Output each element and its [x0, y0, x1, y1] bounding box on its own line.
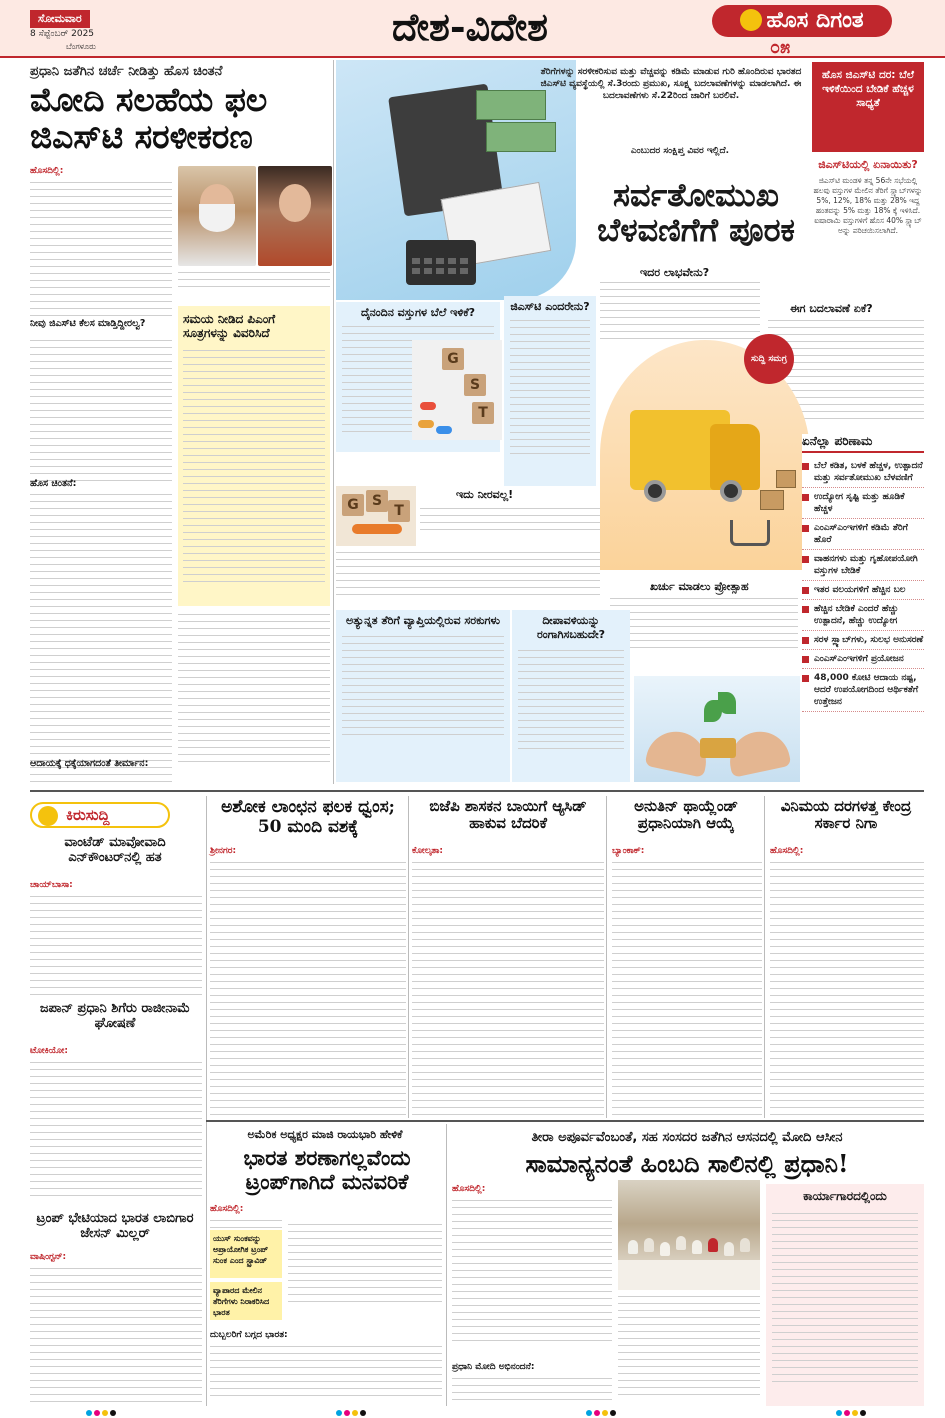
pointing-hand-icon: [38, 806, 58, 826]
us-envoy-body-c: [210, 1346, 442, 1402]
acid-dateline: ಕೋಲ್ಕತಾ:: [412, 846, 443, 856]
acid-title: ಬಿಜೆಪಿ ಶಾಸಕನ ಬಾಯಿಗೆ ಆ್ಯಸಿಡ್ ಹಾಕುವ ಬೆದರಿಕೆ: [429, 797, 587, 833]
thai-dateline: ಬ್ಯಾಂಕಾಕ್:: [612, 846, 645, 856]
ashoka-body: [210, 862, 406, 1128]
us-envoy-dateline: ಹೊಸದಿಲ್ಲಿ:: [210, 1204, 244, 1214]
kiru-sudi-text: ಕಿರುಸುದ್ದಿ: [66, 806, 110, 824]
gst-side-box-title: ಹೊಸ ಜಿಎಸ್‌ಟಿ ದರ: ಬೆಲೆ ಇಳಿಕೆಯಿಂದ ಬೇಡಿಕೆ ಹೆಚ್ಚಳ ಸಾಧ್ಯತೆ: [822, 69, 914, 109]
kiru-sudi-label: [30, 802, 190, 828]
effect-item: ಬೆಲೆ ಕಡಿತ, ಬಳಕೆ ಹೆಚ್ಚಳ, ಉತ್ಪಾದನೆ ಮತ್ತು ಸರ್ವತೋಮುಖ ಬೆಳವಣಿಗೆ: [802, 457, 924, 488]
modi-photo: [178, 166, 256, 266]
kiru-story2-dateline: ಟೋಕಿಯೋ:: [30, 1046, 68, 1056]
kiru-story2-title: ಜಪಾನ್ ಪ್ರಧಾನಿ ಶಿಗೆರು ರಾಜೀನಾಮೆ ಘೋಷಣೆ: [39, 1001, 191, 1031]
kiru-story2-body: [30, 1062, 202, 1202]
effect-item: ವಾಹನಗಳು ಮತ್ತು ಗೃಹೋಪಯೋಗಿ ವಸ್ತುಗಳ ಬೇಡಿಕೆ: [802, 550, 924, 581]
consumption-title: ಖರ್ಚು ಮಾಡಲು ಪ್ರೋತ್ಸಾಹ: [650, 580, 749, 593]
us-envoy-sidebox-1: [210, 1230, 282, 1278]
gst-tiles-image: G S T: [412, 340, 502, 440]
gst-intro: ತೆರಿಗೆಗಳನ್ನು ಸರಳೀಕರಿಸುವ ಮತ್ತು ವೆಚ್ಚವನ್ನು ಕಡಿಮೆ ಮಾಡುವ ಗುರಿ ಹೊಂದಿರುವ ಭಾರತದ ಜಿಎಸ್‌ಟಿ ವ್ಯವಸ್ಥೆಯಲ್ಲಿ ಸೆ.3ರಂದು ಪ್ರಮುಖ, ಸೂಕ್ಷ್ಮ ಬದಲಾವಣೆಗಳನ್ನು ಮಾಡಲಾಗಿದೆ. ಈ ಬದಲಾವಣೆಗಳು ಸೆ.22ರಿಂದ ಜಾರಿಗೆ ಬರಲಿವೆ.: [540, 67, 802, 101]
effect-box: [802, 434, 924, 780]
lead-body-col1c: [30, 494, 172, 774]
why-change-title: ಈಗ ಬದಲಾವಣೆ ಏಕೆ?: [790, 302, 873, 315]
modi-mp-title: ಸಾಮಾನ್ಯನಂತೆ ಹಿಂಬದಿ ಸಾಲಿನಲ್ಲಿ ಪ್ರಧಾನಿ!: [525, 1149, 849, 1178]
modi-mp-kicker: ತೀರಾ ಅಪೂರ್ವವೆಂಬಂತೆ, ಸಹ ಸಂಸದರ ಜತೆಗಿನ ಆಸನದಲ್ಲಿ ಮೋದಿ ಆಸೀನ: [531, 1130, 843, 1145]
sudi-samagra-badge: ಸುದ್ದಿ ಸಮಗ್ರ: [744, 334, 794, 384]
what-happened-title: ಜಿಎಸ್‌ಟಿಯಲ್ಲಿ ಏನಾಯಿತು?: [818, 158, 918, 171]
us-envoy-subhead: ದುಬ್ಬಲರಿಗೆ ಬಗ್ಗದ ಭಾರತ:: [210, 1330, 288, 1340]
what-happened-box: [812, 158, 924, 308]
calculator-icon: [406, 240, 476, 285]
kiru-story3-body: [30, 1268, 202, 1408]
us-envoy-side1: ಯುಸ್ ಸುಂಕವನ್ನು ಅಪ್ರಾಯೋಗಿಕ ಟ್ರಂಪ್ ಸುಂಕ ಎಂದ ಸ್ಟ್ರಾವಿಡ್: [213, 1234, 269, 1265]
lead-headline-2: ಜಿಎಸ್‌ಟಿ ಸರಳೀಕರಣ: [30, 116, 253, 156]
luxury-box: [336, 610, 510, 782]
us-envoy-sidebox-2: [210, 1282, 282, 1320]
lead-kicker: ಪ್ರಧಾನಿ ಜತೆಗಿನ ಚರ್ಚೆ ನೀಡಿತ್ತು ಹೊಸ ಚಿಂತನೆ: [30, 64, 223, 79]
masthead: [0, 0, 945, 58]
lead-subhead-3: ಆದಾಯಕ್ಕೆ ಧಕ್ಕೆಯಾಗದಂತೆ ತೀರ್ಮಾನ:: [30, 758, 149, 769]
kiru-story1-title: ವಾಂಟೆಡ್ ಮಾವೋವಾದಿ ಎನ್‌ಕೌಂಟರ್‌ನಲ್ಲಿ ಹತ: [64, 835, 166, 865]
consumption-body: [610, 598, 798, 654]
scissors-icon: [352, 524, 402, 534]
kiru-story3-title: ಟ್ರಂಪ್ ಭೇಟಿಯಾದ ಭಾರತ ಲಾಬಿಗಾರ ಜೇಸನ್ ಮಿಲ್ಲರ್: [36, 1211, 194, 1241]
diwali-title: ದೀಪಾವಳಿಯನ್ನು ರಂಗಾಗಿಸಬಹುದೇ?: [536, 614, 606, 641]
effect-item: ಹೆಚ್ಚಿನ ಬೇಡಿಕೆ ಎಂದರೆ ಹೆಚ್ಚು ಉತ್ಪಾದನೆ, ಹೆಚ್ಚು ಉದ್ಯೋಗ: [802, 600, 924, 631]
us-envoy-side2: ವ್ಯಾಪಾರದ ಮೇಲಿನ ತೆರಿಗೆಗಳು ನಿರಾಕರಿಸಿದ ಭಾರತ: [213, 1286, 270, 1317]
page-number: ೦೫: [770, 37, 791, 58]
brand-name: ಹೊಸ ದಿಗಂತ: [766, 8, 864, 33]
lead-subhead-2: ಹೊಸ ಚಿಂತನೆ:: [30, 478, 77, 489]
what-happened-body: ಜಿಎಸ್‌ಟಿ ಮಂಡಳಿ ತನ್ನ 56ನೇ ಸಭೆಯಲ್ಲಿ ಹಲವು ವಸ್ತುಗಳ ಮೇಲಿನ ತೆರಿಗೆ ಸ್ಲ್ಯಾಬ್‌ಗಳನ್ನು 5%, 12%, 18% ಮತ್ತು 28% ಇದ್ದ ಹಂತವನ್ನು 5% ಮತ್ತು 18% ಕ್ಕೆ ಇಳಿಸಿದೆ. ಐಷಾರಾಮಿ ವಸ್ತುಗಳಿಗೆ ಹೊಸ 40% ಸ್ಲ್ಯಾಬ್ ಅನ್ನು ಪರಿಚಯಿಸಲಾಗಿದೆ.: [813, 176, 923, 235]
ashoka-dateline: ಶ್ರೀನಗರ:: [210, 846, 237, 856]
modi-mp-dateline: ಹೊಸದಿಲ್ಲಿ:: [452, 1184, 486, 1194]
us-envoy-kicker: ಅಮೆರಿಕ ಅಧ್ಯಕ್ಷರ ಮಾಜಿ ರಾಯಭಾರಿ ಹೇಳಿಕೆ: [247, 1128, 403, 1141]
sun-logo-icon: [740, 9, 762, 31]
not-cheap-title: ಇದು ನೀರವಲ್ಲ!: [456, 488, 514, 501]
section-title: ದೇಶ-ವಿದೇಶ: [392, 4, 548, 49]
diwali-box: [512, 610, 630, 782]
what-is-gst-box: [504, 296, 596, 486]
modi-mp-body-a: [452, 1200, 612, 1347]
finance-minister-photo: [258, 166, 332, 266]
workshop-sidebar: [766, 1184, 924, 1406]
lead-subhead-1: ನೀವು ಜಿಎಸ್‌ಟಿ ಕೆಲಸ ಮಾಡ್ತಿದ್ದೀರಲ್ವ?: [30, 318, 146, 329]
exchange-title: ವಿನಿಮಯ ದರಗಳತ್ತ ಕೇಂದ್ರ ಸರ್ಕಾರ ನಿಗಾ: [780, 797, 912, 833]
thai-title: ಅನುತಿನ್ ಥಾಯ್ಲೆಂಡ್ ಪ್ರಧಾನಿಯಾಗಿ ಆಯ್ಕೆ: [634, 797, 738, 833]
effect-item: ಉದ್ಯೋಗ ಸೃಷ್ಟಿ ಮತ್ತು ಹೂಡಿಕೆ ಹೆಚ್ಚಳ: [802, 488, 924, 519]
us-envoy-title-2: ಟ್ರಂಪ್‌ಗಾಗಿದೆ ಮನವರಿಕೆ: [245, 1169, 409, 1195]
lead-quote-title: ಸಮಯ ನೀಡಿದ ಪಿಎಂಗೆ ಸೂತ್ರಗಳನ್ನು ವಿವರಿಸಿದೆ: [183, 312, 276, 340]
gst-side-box: [812, 62, 924, 152]
effect-item: ಎಂಎಸ್‌ಎಂಇಗಳಿಗೆ ಪ್ರಯೋಜನ: [802, 650, 924, 669]
plant-in-hands-illustration: [634, 676, 800, 782]
us-envoy-title-1: ಭಾರತ ಶರಣಾಗಲ್ಲವೆಂದು: [243, 1145, 411, 1170]
daily-items-title: ದೈನಂದಿನ ವಸ್ತುಗಳ ಬೆಲೆ ಇಳಿಕೆ?: [360, 306, 476, 319]
effect-title: ಏನೆಲ್ಲಾ ಪರಿಣಾಮ: [802, 434, 924, 453]
gst-intro-tail: ಎಂಬುದರ ಸಂಕ್ಷಿಪ್ತ ವಿವರ ಇಲ್ಲಿದೆ.: [630, 146, 730, 156]
effect-item: ಇತರ ವಲಯಗಳಿಗೆ ಹೆಚ್ಚಿನ ಬಲ: [802, 581, 924, 600]
exchange-body: [770, 862, 924, 1128]
gst-big-title-1: ಸರ್ವತೋಮುಖ: [613, 176, 779, 214]
thai-body: [612, 862, 762, 1128]
acid-body: [412, 862, 604, 1128]
benefits-body: [600, 282, 760, 345]
what-is-gst-title: ಜಿಎಸ್‌ಟಿ ಎಂದರೇನು?: [510, 300, 590, 313]
lead-headline-1: ಮೋದಿ ಸಲಹೆಯ ಫಲ: [30, 80, 268, 119]
lead-body-col2: [178, 272, 330, 293]
benefits-title: ಇದರ ಲಾಭವೇನು?: [640, 266, 710, 279]
masthead-city: ಬೆಂಗಳೂರು: [66, 42, 96, 51]
modi-mp-body-c: [618, 1296, 760, 1401]
brand-logo: [712, 5, 892, 37]
effect-item: ಎಂಎಸ್‌ಎಂಇಗಳಿಗೆ ಕಡಿಮೆ ತೆರಿಗೆ ಹೊರೆ: [802, 519, 924, 550]
lead-body-col1b: [30, 340, 172, 487]
lead-quote-box: [178, 306, 330, 606]
effect-item: ಸರಳ ಸ್ಲ್ಯಾಬ್‌ಗಳು, ಸುಲಭ ಅನುಸರಣೆ: [802, 631, 924, 650]
lead-body-col1: [30, 182, 172, 322]
kiru-story1-body: [30, 896, 202, 1001]
masthead-date: 8 ಸೆಪ್ಟೆಂಬರ್ 2025: [30, 29, 95, 39]
us-envoy-body-b: [288, 1224, 442, 1308]
gst-big-title: [576, 178, 816, 248]
us-envoy-title: [210, 1146, 444, 1194]
lead-body-col1d: [30, 774, 172, 788]
modi-mp-subhead: ಪ್ರಧಾನಿ ಮೋದಿ ಅಭಿನಂದನೆ:: [452, 1362, 535, 1372]
kiru-story3-dateline: ವಾಷಿಂಗ್ಟನ್:: [30, 1252, 67, 1262]
effect-item: 48,000 ಕೋಟಿ ಆದಾಯ ನಷ್ಟ, ಆದರೆ ಉಪಯೋಗದಿಂದ ಆರ್ಥಿಕತೆಗೆ ಉತ್ತೇಜನ: [802, 669, 924, 712]
lead-dateline: ಹೊಸದಿಲ್ಲಿ:: [30, 166, 64, 176]
shopping-cart-icon: [730, 520, 770, 546]
lead-body-col2b: [178, 614, 330, 768]
workshop-sidebar-title: ಕಾರ್ಯಾಗಾರದಲ್ಲಿಂದು: [803, 1189, 887, 1203]
effect-list: [802, 457, 924, 712]
luxury-title: ಅತ್ಯುನ್ನತ ತೆರಿಗೆ ವ್ಯಾಪ್ತಿಯಲ್ಲಿರುವ ಸರಕುಗಳು: [346, 614, 500, 627]
masthead-day: ಸೋಮವಾರ: [30, 10, 90, 28]
kiru-story1-dateline: ಚಾಯ್‌ಬಾಸಾ:: [30, 880, 73, 890]
not-cheap-box: G S T ಇದು ನೀರವಲ್ಲ!: [336, 486, 600, 606]
ashoka-title: ಅಶೋಕ ಲಾಂಛನ ಫಲಕ ಧ್ವಂಸ; 50 ಮಂದಿ ವಶಕ್ಕೆ: [221, 797, 395, 837]
gst-big-title-2: ಬೆಳವಣಿಗೆಗೆ ಪೂರಕ: [597, 211, 795, 250]
modi-mp-body-b: [452, 1378, 612, 1406]
parliamentary-meeting-photo: [618, 1180, 760, 1290]
exchange-dateline: ಹೊಸದಿಲ್ಲಿ:: [770, 846, 804, 856]
